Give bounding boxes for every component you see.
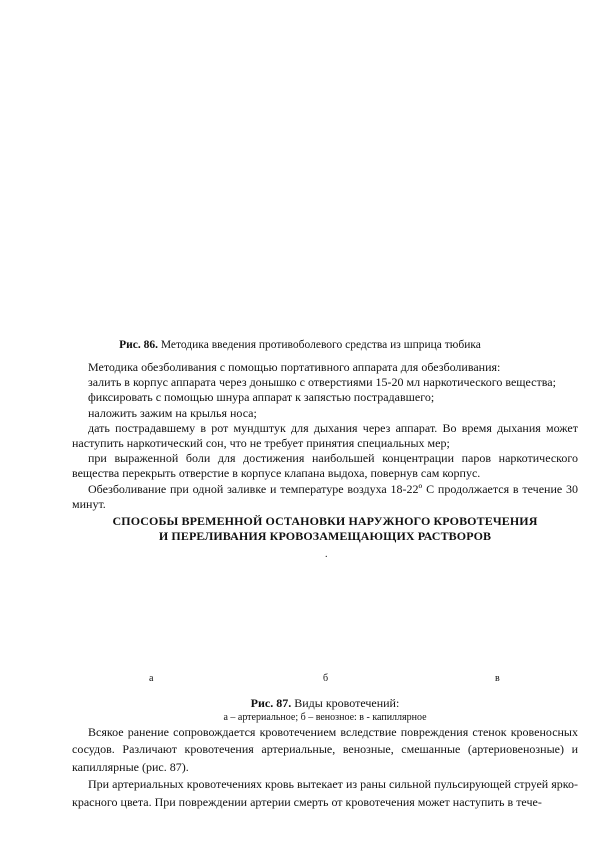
section-1-text [72, 360, 578, 512]
paragraph: Всякое ранение сопровождается кровотечением вследствие повреждения стенок кровеносных сосудов. Различают кровотечения артериальные, венозные, смешанные (артериовенозные) и капиллярные (рис. 87). [72, 725, 578, 774]
figure-87-caption [0, 696, 600, 724]
figure-86-image-area [70, 40, 540, 330]
figure-87-label: Рис. 87. [250, 696, 292, 710]
figure-87-label-a: а [149, 673, 154, 684]
heading-line-2: И ПЕРЕЛИВАНИЯ КРОВОЗАМЕЩАЮЩИХ РАСТВОРОВ [158, 529, 492, 543]
paragraph: фиксировать с помощью шнура аппарат к запястью пострадавшего; [88, 390, 435, 405]
paragraph: дать пострадавшему в рот мундштук для дыхания через аппарат. Во время дыхания может наступить наркотический сон, что не требует принятия специальных мер; [72, 420, 578, 451]
paragraph: Обезболивание при одной заливке и температуре воздуха 18-22º С продолжается в течение 30 минут. [72, 481, 578, 511]
figure-87-subcaption: а – артериальное; б – венозное: в - капиллярное [223, 712, 427, 723]
figure-86-caption [0, 338, 600, 352]
figure-87-image-area [70, 562, 540, 670]
figure-87-label-c: в [495, 673, 500, 684]
section-2-text [72, 724, 578, 811]
paragraph: Методика обезболивания с помощью портативного аппарата для обезболивания: [88, 360, 501, 374]
paragraph: залить в корпус аппарата через донышко с отверстиями 15-20 мл наркотического вещества; [88, 375, 556, 390]
heading-line-1: СПОСОБЫ ВРЕМЕННОЙ ОСТАНОВКИ НАРУЖНОГО КРОВОТЕЧЕНИЯ [112, 514, 538, 528]
paragraph: при выраженной боли для достижения наибольшей концентрации паров наркотического вещества перекрыть отверстие в корпусе клапана выдоха, повернув сам корпус. [72, 451, 578, 481]
figure-86-label: Рис. 86. [119, 339, 158, 351]
figure-87-label-b: б [323, 673, 329, 684]
section-heading [0, 514, 600, 544]
paragraph: При артериальных кровотечениях кровь вытекает из раны сильной пульсирующей струей ярко-красного цвета. При повреждении артерии смерть от кровотечения может наступить в тече- [72, 777, 578, 809]
paragraph: наложить зажим на крылья носа; [88, 405, 257, 420]
figure-86-caption-text: Методика введения противоболевого средства из шприца тюбика [160, 339, 481, 351]
figure-87-dot: . [325, 549, 328, 560]
figure-87-caption-text: Виды кровотечений: [294, 696, 400, 710]
